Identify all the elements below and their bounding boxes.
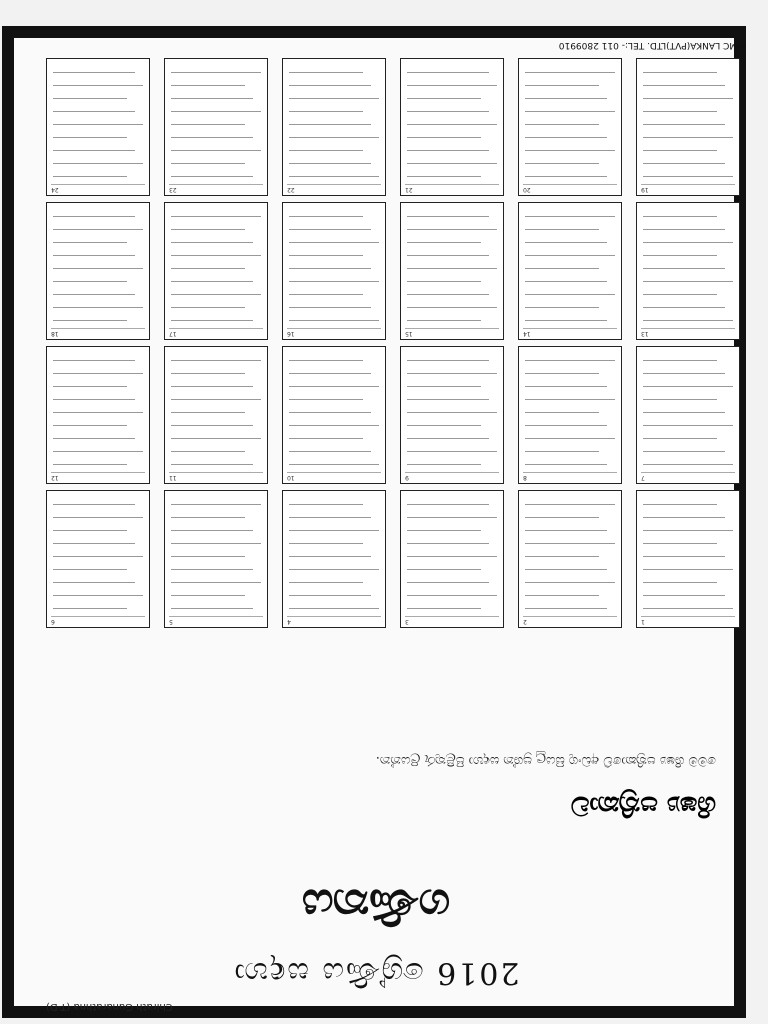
page-number: 17 [169, 330, 177, 337]
page-number: 24 [51, 186, 59, 193]
page-number: 21 [405, 186, 413, 193]
text-line [643, 255, 717, 256]
page-thumbnail [518, 346, 622, 484]
text-line [407, 163, 497, 164]
text-line [407, 412, 497, 413]
text-line [289, 163, 371, 164]
text-line [643, 360, 717, 361]
text-line [643, 98, 733, 99]
text-line [643, 281, 733, 282]
text-line [171, 530, 253, 531]
text-line [525, 150, 615, 151]
text-line [289, 517, 371, 518]
text-line [289, 530, 379, 531]
page-number: 11 [169, 474, 177, 481]
text-line [53, 176, 127, 177]
text-line [53, 137, 127, 138]
text-line [407, 294, 489, 295]
page-number: 8 [523, 474, 527, 481]
page-thumbnail [636, 202, 740, 340]
text-line [525, 137, 607, 138]
text-line [525, 229, 599, 230]
text-line [643, 111, 717, 112]
text-line [643, 530, 733, 531]
text-line [407, 72, 489, 73]
text-line [525, 72, 615, 73]
text-line [171, 72, 261, 73]
page-number: 23 [169, 186, 177, 193]
text-line [525, 98, 607, 99]
text-line [407, 150, 489, 151]
rotated-page [26, 40, 746, 1020]
text-line [643, 595, 725, 596]
text-line [53, 543, 135, 544]
text-line [53, 464, 127, 465]
text-line [643, 72, 717, 73]
page-number: 5 [169, 618, 173, 625]
page-number: 4 [287, 618, 291, 625]
text-line [289, 360, 363, 361]
page-thumbnail [636, 58, 740, 196]
page-heading-line [51, 616, 145, 623]
company-label: IBMC LANKA(PVT)LTD. TEL:- 011 2809910 [558, 40, 746, 50]
page-thumbnail [636, 490, 740, 628]
page-heading-line [51, 472, 145, 479]
text-line [525, 412, 599, 413]
text-line [289, 464, 379, 465]
text-line [171, 373, 245, 374]
text-line [643, 556, 725, 557]
text-line [171, 242, 253, 243]
text-line [407, 229, 497, 230]
text-line [289, 150, 363, 151]
text-line [289, 386, 379, 387]
document-frame [2, 26, 746, 1018]
text-line [171, 137, 253, 138]
text-line [53, 373, 143, 374]
text-line [171, 569, 253, 570]
text-line [643, 569, 733, 570]
page-thumbnail [46, 490, 150, 628]
text-line [643, 124, 725, 125]
page-number: 14 [523, 330, 531, 337]
text-line [171, 517, 245, 518]
text-line [525, 595, 599, 596]
page-thumbnail [164, 202, 268, 340]
text-line [289, 176, 379, 177]
instruction-text: මෙම ශිෂ්‍ය පත්‍රිකාවේ අඩංගු සියලු ප්‍රශ්න සඳහා පිළිතුරු ලියන්න. [375, 753, 716, 768]
text-line [171, 438, 261, 439]
page-heading-line [287, 184, 381, 191]
text-line [643, 137, 733, 138]
page-heading-line [523, 616, 617, 623]
page-heading-line [51, 184, 145, 191]
page-thumbnail [636, 346, 740, 484]
page-thumbnail [518, 202, 622, 340]
page-heading-line [169, 184, 263, 191]
page-heading-line [287, 472, 381, 479]
text-line [171, 268, 245, 269]
section-title: ශිෂ්‍ය පත්‍රිකාව [570, 790, 716, 820]
text-line [53, 98, 127, 99]
text-line [525, 320, 607, 321]
text-line [525, 399, 615, 400]
text-line [407, 281, 481, 282]
text-line [171, 163, 245, 164]
page-heading-line [641, 616, 735, 623]
text-line [643, 229, 725, 230]
text-line [643, 399, 717, 400]
text-line [53, 124, 143, 125]
text-line [289, 216, 363, 217]
page-heading-line [169, 472, 263, 479]
text-line [171, 281, 253, 282]
page-heading-line [641, 184, 735, 191]
text-line [643, 504, 717, 505]
page-heading-line [523, 472, 617, 479]
text-line [525, 373, 599, 374]
page-heading-line [641, 328, 735, 335]
text-line [171, 556, 245, 557]
text-line [53, 595, 143, 596]
text-line [289, 72, 363, 73]
text-line [525, 176, 607, 177]
page-thumbnail [282, 58, 386, 196]
text-line [171, 111, 261, 112]
text-line [525, 451, 599, 452]
text-line [525, 582, 615, 583]
page-thumbnail [400, 346, 504, 484]
text-line [289, 399, 363, 400]
text-line [171, 386, 253, 387]
text-line [289, 242, 379, 243]
page-number: 12 [51, 474, 59, 481]
page-thumbnail [164, 346, 268, 484]
text-line [643, 150, 717, 151]
text-line [53, 163, 143, 164]
text-line [171, 582, 261, 583]
text-line [171, 360, 261, 361]
author-label: Chirath Gunarathna (T-D) [46, 1001, 173, 1012]
text-line [525, 386, 607, 387]
text-line [289, 543, 363, 544]
text-line [643, 608, 733, 609]
page-thumbnail [282, 346, 386, 484]
text-line [407, 268, 497, 269]
page-heading-line [51, 328, 145, 335]
page-number: 19 [641, 186, 649, 193]
page-thumbnail [518, 58, 622, 196]
page-thumbnail [400, 202, 504, 340]
text-line [407, 438, 489, 439]
page-heading-line [169, 328, 263, 335]
text-line [289, 425, 379, 426]
text-line [53, 582, 135, 583]
text-line [407, 569, 481, 570]
text-line [53, 569, 127, 570]
text-line [171, 425, 253, 426]
text-line [407, 242, 481, 243]
text-line [643, 85, 725, 86]
text-line [289, 111, 363, 112]
text-line [643, 464, 733, 465]
text-line [53, 242, 127, 243]
text-line [171, 412, 245, 413]
page-number: 15 [405, 330, 413, 337]
text-line [643, 582, 717, 583]
cover-header [26, 660, 746, 1020]
text-line [643, 386, 733, 387]
text-line [53, 85, 143, 86]
text-line [53, 412, 143, 413]
text-line [407, 543, 489, 544]
text-line [643, 176, 733, 177]
text-line [53, 608, 127, 609]
sub-title: ගණිතය [301, 879, 451, 930]
text-line [643, 373, 725, 374]
text-line [171, 98, 253, 99]
text-line [525, 530, 607, 531]
text-line [171, 399, 261, 400]
text-line [53, 556, 143, 557]
page-number: 6 [51, 618, 55, 625]
text-line [289, 412, 371, 413]
page-heading-line [405, 328, 499, 335]
text-line [407, 504, 489, 505]
text-line [643, 268, 725, 269]
text-line [525, 163, 599, 164]
text-line [525, 608, 607, 609]
text-line [289, 451, 371, 452]
page-heading-line [523, 328, 617, 335]
text-line [525, 504, 615, 505]
main-title: 2016 ශ්‍රේණිය සඳහා [232, 955, 520, 990]
text-line [525, 111, 615, 112]
page-number: 3 [405, 618, 409, 625]
text-line [289, 255, 363, 256]
text-line [289, 320, 379, 321]
text-line [171, 543, 261, 544]
page-thumbnail [164, 490, 268, 628]
text-line [53, 294, 135, 295]
text-line [289, 229, 371, 230]
page-thumbnail [400, 58, 504, 196]
page-number: 10 [287, 474, 295, 481]
text-line [407, 595, 497, 596]
text-line [289, 85, 371, 86]
text-line [407, 464, 481, 465]
text-line [289, 98, 379, 99]
text-line [289, 608, 379, 609]
text-line [407, 399, 489, 400]
page-thumbnail [46, 58, 150, 196]
text-line [525, 543, 615, 544]
text-line [289, 582, 363, 583]
text-line [171, 85, 245, 86]
text-line [407, 320, 481, 321]
page-number: 1 [641, 618, 645, 625]
page-thumbnail-grid [26, 40, 746, 628]
text-line [525, 425, 607, 426]
page-heading-line [405, 472, 499, 479]
text-line [53, 530, 127, 531]
text-line [643, 517, 725, 518]
text-line [643, 451, 725, 452]
page-heading-line [287, 328, 381, 335]
text-line [171, 464, 253, 465]
text-line [525, 85, 599, 86]
text-line [407, 111, 489, 112]
page-number: 16 [287, 330, 295, 337]
page-number: 2 [523, 618, 527, 625]
text-line [53, 268, 143, 269]
page-thumbnail [518, 490, 622, 628]
text-line [53, 255, 135, 256]
page-thumbnail [400, 490, 504, 628]
text-line [407, 517, 497, 518]
text-line [525, 255, 615, 256]
text-line [171, 595, 245, 596]
text-line [289, 595, 371, 596]
page-heading-line [169, 616, 263, 623]
text-line [407, 98, 481, 99]
text-line [53, 150, 135, 151]
page-number: 9 [405, 474, 409, 481]
text-line [407, 556, 497, 557]
text-line [643, 307, 725, 308]
page-thumbnail [282, 202, 386, 340]
text-line [53, 281, 127, 282]
text-line [525, 268, 599, 269]
text-line [289, 556, 371, 557]
text-line [407, 386, 481, 387]
text-line [525, 556, 599, 557]
text-line [525, 438, 615, 439]
page-thumbnail [164, 58, 268, 196]
text-line [171, 504, 261, 505]
text-line [407, 373, 497, 374]
text-line [525, 281, 607, 282]
text-line [407, 582, 489, 583]
text-line [53, 517, 143, 518]
text-line [171, 320, 253, 321]
text-line [407, 530, 481, 531]
text-line [53, 504, 135, 505]
text-line [407, 451, 497, 452]
page-heading-line [641, 472, 735, 479]
text-line [407, 255, 489, 256]
text-line [53, 425, 127, 426]
text-line [525, 124, 599, 125]
text-line [525, 360, 615, 361]
text-line [407, 85, 497, 86]
page-heading-line [523, 184, 617, 191]
text-line [407, 360, 489, 361]
text-line [171, 229, 245, 230]
text-line [407, 608, 481, 609]
page-number: 7 [641, 474, 645, 481]
text-line [525, 216, 615, 217]
text-line [289, 124, 371, 125]
text-line [407, 425, 481, 426]
page-number: 20 [523, 186, 531, 193]
text-line [407, 216, 489, 217]
text-line [525, 464, 607, 465]
page-number: 13 [641, 330, 649, 337]
text-line [289, 268, 371, 269]
text-line [53, 320, 127, 321]
text-line [525, 569, 607, 570]
text-line [53, 72, 135, 73]
text-line [643, 242, 733, 243]
text-line [643, 320, 733, 321]
text-line [171, 451, 245, 452]
text-line [289, 373, 371, 374]
text-line [289, 307, 371, 308]
text-line [289, 281, 379, 282]
text-line [407, 137, 481, 138]
text-line [289, 438, 363, 439]
text-line [525, 294, 615, 295]
text-line [643, 425, 733, 426]
page-heading-line [405, 616, 499, 623]
text-line [289, 504, 363, 505]
text-line [53, 360, 135, 361]
text-line [53, 399, 135, 400]
text-line [53, 229, 143, 230]
text-line [53, 111, 135, 112]
text-line [171, 150, 261, 151]
text-line [407, 124, 497, 125]
page-thumbnail [282, 490, 386, 628]
text-line [525, 242, 607, 243]
text-line [289, 569, 379, 570]
text-line [525, 307, 599, 308]
text-line [643, 163, 725, 164]
page-heading-line [287, 616, 381, 623]
text-line [171, 124, 245, 125]
text-line [171, 255, 261, 256]
text-line [289, 137, 379, 138]
text-line [643, 294, 717, 295]
text-line [53, 307, 143, 308]
text-line [407, 307, 497, 308]
text-line [289, 294, 363, 295]
text-line [643, 438, 717, 439]
text-line [171, 294, 261, 295]
text-line [171, 176, 253, 177]
page-thumbnail [46, 202, 150, 340]
text-line [643, 412, 725, 413]
text-line [171, 216, 261, 217]
text-line [53, 438, 135, 439]
text-line [643, 543, 717, 544]
text-line [53, 216, 135, 217]
page-number: 22 [287, 186, 295, 193]
text-line [525, 517, 599, 518]
text-line [643, 216, 717, 217]
page-number: 18 [51, 330, 59, 337]
text-line [171, 307, 245, 308]
page-heading-line [405, 184, 499, 191]
page-thumbnail [46, 346, 150, 484]
text-line [407, 176, 481, 177]
text-line [53, 386, 127, 387]
text-line [53, 451, 143, 452]
text-line [171, 608, 253, 609]
